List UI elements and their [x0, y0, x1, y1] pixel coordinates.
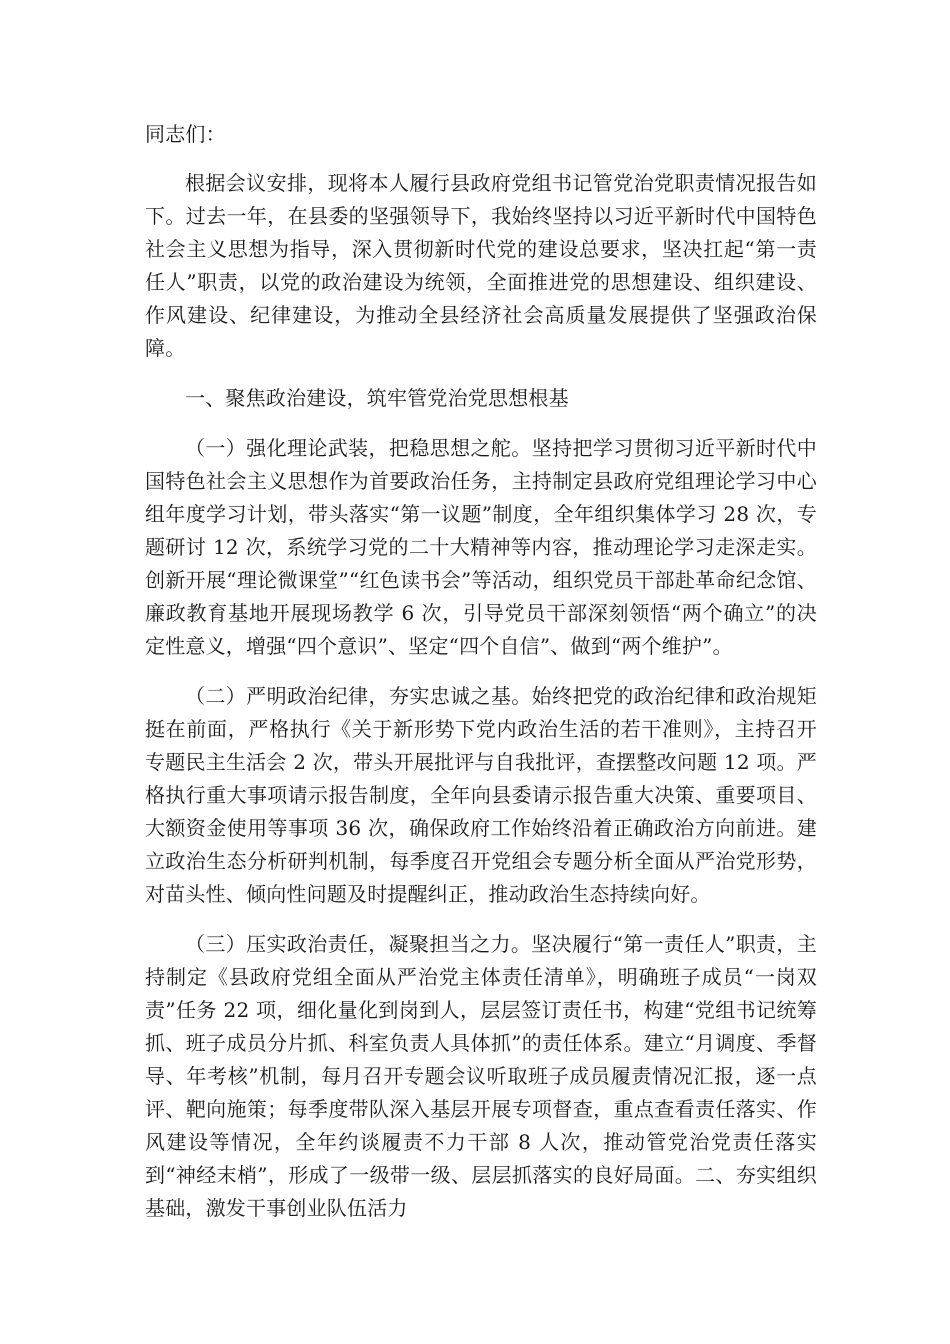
- intro-paragraph: 根据会议安排，现将本人履行县政府党组书记管党治党职责情况报告如下。过去一年，在县委的坚强领导下，我始终坚持以习近平新时代中国特色社会主义思想为指导，深入贯彻新时代党的建设总要求，坚决扛起“第一责任人”职责，以党的政治建设为统领，全面推进党的思想建设、组织建设、作风建设、纪律建设，为推动全县经济社会高质量发展提供了坚强政治保障。: [145, 171, 817, 360]
- section-heading-1: 一、聚焦政治建设，筑牢管党治党思想根基: [185, 386, 569, 410]
- salutation: 同志们：: [145, 122, 226, 146]
- paragraph-item-1: （一）强化理论武装，把稳思想之舵。坚持把学习贯彻习近平新时代中国特色社会主义思想作为首要政治任务，主持制定县政府党组理论学习中心组年度学习计划，带头落实“第一议题”制度，全年组织集体学习 28 次，专题研讨 12 次，系统学习党的二十大精神等内容，推动理论学习走深走实。创新开展“理论微课堂”“红色读书会”等活动，组织党员干部赴革命纪念馆、廉政教育基地开展现场教学 6 次，引导党员干部深刻领悟“两个确立”的决定性意义，增强“四个意识”、坚定“四个自信”、做到“两个维护”。: [145, 436, 817, 658]
- document-page: [145, 118, 817, 1225]
- paragraph-item-2: （二）严明政治纪律，夯实忠诚之基。始终把党的政治纪律和政治规矩挺在前面，严格执行《关于新形势下党内政治生活的若干准则》，主持召开专题民主生活会 2 次，带头开展批评与自我批评，查摆整改问题 12 项。严格执行重大事项请示报告制度，全年向县委请示报告重大决策、重要项目、大额资金使用等事项 36 次，确保政府工作始终沿着正确政治方向前进。建立政治生态分析研判机制，每季度召开党组会专题分析全面从严治党形势，对苗头性、倾向性问题及时提醒纠正，推动政治生态持续向好。: [145, 684, 817, 906]
- paragraph-item-3: （三）压实政治责任，凝聚担当之力。坚决履行“第一责任人”职责，主持制定《县政府党组全面从严治党主体责任清单》，明确班子成员“一岗双责”任务 22 项，细化量化到岗到人，层层签订责任书，构建“党组书记统筹抓、班子成员分片抓、科室负责人具体抓”的责任体系。建立“月调度、季督导、年考核”机制，每月召开专题会议听取班子成员履责情况汇报，逐一点评、靶向施策；每季度带队深入基层开展专项督查，重点查看责任落实、作风建设等情况，全年约谈履责不力干部 8 人次，推动管党治党责任落实到“神经末梢”，形成了一级带一级、层层抓落实的良好局面。二、夯实组织基础，激发干事创业队伍活力: [145, 932, 817, 1220]
